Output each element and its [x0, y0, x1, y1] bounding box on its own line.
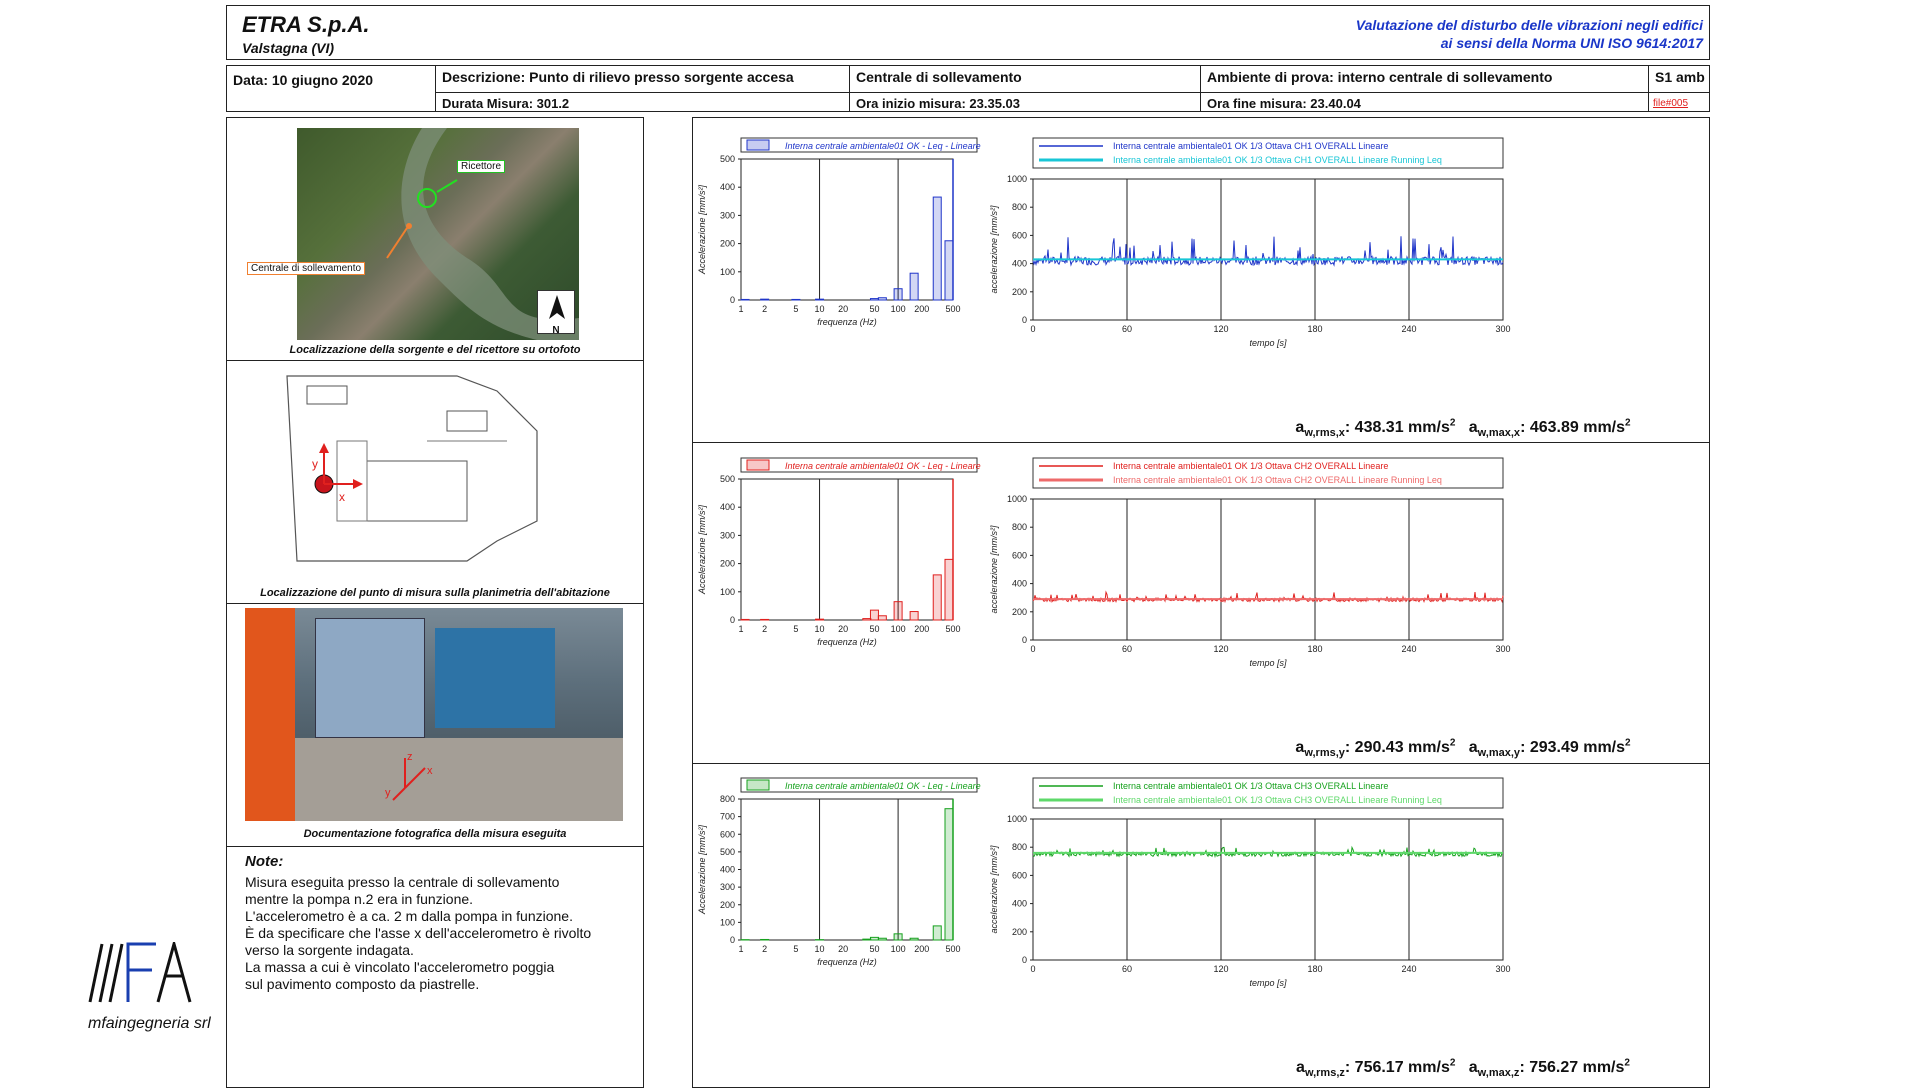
spectrum-x-tick-label: 10 — [815, 624, 825, 634]
floor-plan — [267, 371, 567, 571]
spectrum-y-tick-label: 300 — [720, 210, 735, 220]
logo-mark — [88, 942, 208, 1006]
spectrum-x-tick-label: 100 — [891, 944, 906, 954]
spectrum-x-tick-label: 20 — [838, 944, 848, 954]
timeseries-x-tick-label: 120 — [1213, 964, 1228, 974]
notes-line: La massa a cui è vincolato l'accelerometro poggia — [245, 959, 635, 976]
spectrum-bar — [870, 610, 878, 620]
report-title — [1003, 16, 1703, 52]
spectrum-y-tick-label: 800 — [720, 794, 735, 804]
timeseries-legend-text: Interna centrale ambientale01 OK 1/3 Ottava CH1 OVERALL Lineare — [1113, 141, 1388, 151]
spectrum-plot-area — [741, 799, 953, 940]
spectrum-x-tick-label: 100 — [891, 624, 906, 634]
timeseries-x-tick-label: 0 — [1030, 324, 1035, 334]
timeseries-y-tick-label: 800 — [1012, 202, 1027, 212]
timeseries-x-tick-label: 240 — [1401, 324, 1416, 334]
spectrum-x-tick-label: 10 — [815, 944, 825, 954]
timeseries-x-tick-label: 0 — [1030, 964, 1035, 974]
timeseries-x-tick-label: 60 — [1122, 324, 1132, 334]
timeseries-x-tick-label: 240 — [1401, 964, 1416, 974]
timeseries-y-tick-label: 400 — [1012, 899, 1027, 909]
spectrum-x-tick-label: 2 — [762, 624, 767, 634]
spectrum-bar — [894, 602, 902, 620]
spectrum-x-tick-label: 5 — [793, 944, 798, 954]
plan-axis-y-head — [319, 443, 329, 453]
plan-section — [227, 361, 643, 604]
timeseries-plot-area — [1033, 179, 1503, 320]
plan-axis-x-label: x — [339, 490, 345, 504]
spectrum-y-tick-label: 0 — [730, 615, 735, 625]
timeseries-y-tick-label: 600 — [1012, 550, 1027, 560]
spectrum-bar — [870, 299, 878, 300]
left-panel — [226, 117, 644, 1088]
spectrum-bar — [863, 619, 871, 620]
stat-rms-x: $a_{w,rms,x}$: 438.31 $mm/s^2$ — [1295, 419, 1455, 436]
spectrum-y-tick-label: 0 — [730, 935, 735, 945]
spectrum-bar — [945, 559, 953, 620]
timeseries-x-tick-label: 300 — [1495, 964, 1510, 974]
spectrum-y-tick-label: 500 — [720, 847, 735, 857]
plan-caption: Localizzazione del punto di misura sulla planimetria dell'abitazione — [227, 587, 643, 599]
report-header — [226, 5, 1710, 60]
spectrum-bar — [945, 809, 953, 940]
spectrum-plot-area — [741, 159, 953, 300]
spectrum-x-axis-label: frequenza (Hz) — [817, 317, 877, 327]
spectrum-x-tick-label: 200 — [914, 944, 929, 954]
timeseries-y-tick-label: 1000 — [1007, 174, 1027, 184]
spectrum-x-tick-label: 50 — [869, 304, 879, 314]
source-pointer — [387, 228, 407, 258]
measure-start-time: Ora inizio misura: 23.35.03 — [850, 93, 1200, 112]
timeseries-x-tick-label: 180 — [1307, 964, 1322, 974]
spectrum-bar — [878, 616, 886, 620]
timeseries-y-tick-label: 200 — [1012, 287, 1027, 297]
spectrum-x-tick-label: 20 — [838, 624, 848, 634]
spectrum-x-axis-label: frequenza (Hz) — [817, 957, 877, 967]
info-table — [226, 65, 1710, 112]
timeseries-y-axis-label: accelerazione [mm/s²] — [989, 525, 999, 614]
spectrum-bar — [792, 299, 800, 300]
timeseries-y-tick-label: 200 — [1012, 607, 1027, 617]
spectrum-legend-text: Interna centrale ambientale01 OK - Leq - Lineare — [785, 781, 981, 791]
spectrum-x-tick-label: 5 — [793, 304, 798, 314]
spectrum-y-axis-label: Accelerazione [mm/s²] — [697, 184, 707, 275]
stat-max-x: $a_{w,max,x}$: 463.89 $mm/s^2$ — [1469, 419, 1631, 436]
report-title-line2: ai sensi della Norma UNI ISO 9614:2017 — [1003, 34, 1703, 52]
timeseries-legend-text: Interna centrale ambientale01 OK 1/3 Ottava CH1 OVERALL Lineare Running Leq — [1113, 155, 1442, 165]
notes-line: L'accelerometro è a ca. 2 m dalla pompa in funzione. — [245, 908, 635, 925]
timeseries-y-tick-label: 1000 — [1007, 494, 1027, 504]
company-name: ETRA S.p.A. — [242, 12, 370, 38]
receiver-label: Ricettore — [457, 160, 505, 173]
timeseries-x-axis-label: tempo [s] — [1249, 978, 1287, 988]
measurement-photo — [245, 608, 623, 821]
timeseries-plot-area — [1033, 499, 1503, 640]
spectrum-y-axis-label: Accelerazione [mm/s²] — [697, 824, 707, 915]
timeseries-x-tick-label: 120 — [1213, 324, 1228, 334]
spectrum-legend-text: Interna centrale ambientale01 OK - Leq - Lineare — [785, 141, 981, 151]
orthophoto-map — [297, 128, 579, 340]
photo-axis-y — [393, 788, 405, 800]
photo-axis-z-label: z — [407, 751, 413, 763]
spectrum-x-tick-label: 100 — [891, 304, 906, 314]
spectrum-y-axis-label: Accelerazione [mm/s²] — [697, 504, 707, 595]
timeseries-x-tick-label: 120 — [1213, 644, 1228, 654]
timeseries-x-tick-label: 300 — [1495, 324, 1510, 334]
timeseries-legend-text: Interna centrale ambientale01 OK 1/3 Ottava CH2 OVERALL Lineare — [1113, 461, 1388, 471]
spectrum-y-tick-label: 200 — [720, 900, 735, 910]
spectrum-y-tick-label: 500 — [720, 474, 735, 484]
company-logo — [88, 942, 228, 1042]
spectrum-x-tick-label: 5 — [793, 624, 798, 634]
spectrum-y-tick-label: 400 — [720, 865, 735, 875]
info-col-place — [850, 66, 1201, 111]
timeseries-x-tick-label: 180 — [1307, 324, 1322, 334]
spectrum-x-tick-label: 500 — [945, 304, 960, 314]
notes-line: Misura eseguita presso la centrale di sollevamento — [245, 874, 635, 891]
timeseries-x-axis-label: tempo [s] — [1249, 658, 1287, 668]
spectrum-x-tick-label: 50 — [869, 944, 879, 954]
spectrum-x-tick-label: 50 — [869, 624, 879, 634]
report-title-line1: Valutazione del disturbo delle vibrazioni negli edifici — [1003, 16, 1703, 34]
spectrum-x-tick-label: 200 — [914, 624, 929, 634]
plan-room — [447, 411, 487, 431]
site-location: Valstagna (VI) — [242, 40, 334, 56]
timeseries-x-tick-label: 300 — [1495, 644, 1510, 654]
stat-row-y — [1233, 738, 1693, 760]
spectrum-y-tick-label: 300 — [720, 530, 735, 540]
spectrum-y-tick-label: 0 — [730, 295, 735, 305]
timeseries-y-tick-label: 600 — [1012, 870, 1027, 880]
timeseries-y-tick-label: 0 — [1022, 635, 1027, 645]
spectrum-y-tick-label: 200 — [720, 559, 735, 569]
timeseries-x-tick-label: 240 — [1401, 644, 1416, 654]
spectrum-y-tick-label: 600 — [720, 829, 735, 839]
spectrum-x-tick-label: 2 — [762, 944, 767, 954]
plan-axis-y-label: y — [312, 457, 318, 471]
sheet-code: S1 amb — [1649, 66, 1709, 93]
spectrum-bar — [933, 197, 941, 300]
spectrum-y-tick-label: 300 — [720, 882, 735, 892]
timeseries-y-tick-label: 600 — [1012, 230, 1027, 240]
timeseries-x-tick-label: 0 — [1030, 644, 1035, 654]
plan-wall-block — [337, 441, 367, 521]
timeseries-y-tick-label: 400 — [1012, 259, 1027, 269]
spectrum-bar — [910, 938, 918, 940]
measure-end-time: Ora fine misura: 23.40.04 — [1201, 93, 1648, 112]
north-arrow-icon — [538, 291, 576, 321]
north-label: N — [538, 326, 574, 336]
notes-line: verso la sorgente indagata. — [245, 942, 635, 959]
spectrum-bar — [878, 938, 886, 940]
spectrum-y-tick-label: 100 — [720, 267, 735, 277]
spectrum-x-tick-label: 20 — [838, 304, 848, 314]
spectrum-bar — [741, 299, 749, 300]
charts-panel — [692, 117, 1710, 1088]
spectrum-x-tick-label: 200 — [914, 304, 929, 314]
spectrum-x-axis-label: frequenza (Hz) — [817, 637, 877, 647]
file-link[interactable]: file#005 — [1649, 93, 1709, 114]
timeseries-x-tick-label: 60 — [1122, 964, 1132, 974]
map-section — [227, 118, 643, 361]
spectrum-y-tick-label: 100 — [720, 587, 735, 597]
notes-title: Note: — [245, 853, 635, 870]
spectrum-bar — [894, 934, 902, 940]
timeseries-x-tick-label: 180 — [1307, 644, 1322, 654]
measure-duration: Durata Misura: 301.2 — [436, 93, 849, 112]
info-col-environment — [1201, 66, 1649, 111]
spectrum-x-tick-label: 2 — [762, 304, 767, 314]
notes-section — [245, 853, 635, 993]
spectrum-bar — [910, 273, 918, 300]
spectrum-x-tick-label: 1 — [738, 304, 743, 314]
photo-section — [227, 604, 643, 847]
photo-axis-x — [405, 768, 425, 788]
spectrum-bar — [933, 926, 941, 940]
timeseries-plot-area — [1033, 819, 1503, 960]
photo-pump-unit — [315, 618, 425, 738]
notes-line: mentre la pompa n.2 era in funzione. — [245, 891, 635, 908]
timeseries-y-tick-label: 1000 — [1007, 814, 1027, 824]
timeseries-y-axis-label: accelerazione [mm/s²] — [989, 845, 999, 934]
timeseries-y-tick-label: 200 — [1012, 927, 1027, 937]
spectrum-bar — [878, 298, 886, 300]
spectrum-y-tick-label: 400 — [720, 182, 735, 192]
spectrum-x-tick-label: 500 — [945, 944, 960, 954]
stat-rms-y: $a_{w,rms,y}$: 290.43 $mm/s^2$ — [1295, 739, 1455, 756]
charts-canvas — [693, 118, 1709, 1087]
timeseries-y-axis-label: accelerazione [mm/s²] — [989, 205, 999, 294]
spectrum-bar — [933, 575, 941, 620]
spectrum-bar — [761, 939, 769, 940]
stat-max-y: $a_{w,max,y}$: 293.49 $mm/s^2$ — [1469, 739, 1631, 756]
spectrum-bar — [816, 619, 824, 620]
spectrum-bar — [894, 289, 902, 300]
stat-row-z — [1233, 1058, 1693, 1080]
timeseries-legend-text: Interna centrale ambientale01 OK 1/3 Ottava CH3 OVERALL Lineare — [1113, 781, 1388, 791]
stat-row-x — [1233, 418, 1693, 440]
spectrum-legend-swatch — [747, 460, 769, 470]
map-caption: Localizzazione della sorgente e del ricettore su ortofoto — [227, 344, 643, 356]
spectrum-y-tick-label: 500 — [720, 154, 735, 164]
timeseries-y-tick-label: 0 — [1022, 315, 1027, 325]
photo-axis-x-label: x — [427, 765, 433, 777]
timeseries-x-axis-label: tempo [s] — [1249, 338, 1287, 348]
spectrum-bar — [910, 612, 918, 620]
spectrum-legend-text: Interna centrale ambientale01 OK - Leq - Lineare — [785, 461, 981, 471]
spectrum-x-tick-label: 1 — [738, 944, 743, 954]
spectrum-bar — [761, 299, 769, 300]
spectrum-bar — [870, 937, 878, 940]
stat-rms-z: $a_{w,rms,z}$: 756.17 $mm/s^2$ — [1296, 1059, 1455, 1076]
plan-machinery — [367, 461, 467, 521]
measure-environment: Ambiente di prova: interno centrale di sollevamento — [1201, 66, 1648, 93]
timeseries-x-tick-label: 60 — [1122, 644, 1132, 654]
source-label: Centrale di sollevamento — [247, 262, 365, 275]
timeseries-y-tick-label: 800 — [1012, 842, 1027, 852]
photo-axis-y-label: y — [385, 787, 391, 799]
spectrum-bar — [816, 299, 824, 300]
receiver-pointer — [437, 180, 457, 192]
stat-max-z: $a_{w,max,z}$: 756.27 $mm/s^2$ — [1469, 1059, 1630, 1076]
timeseries-y-tick-label: 0 — [1022, 955, 1027, 965]
spectrum-x-tick-label: 500 — [945, 624, 960, 634]
measure-place: Centrale di sollevamento — [850, 66, 1200, 93]
photo-axes — [385, 748, 465, 808]
notes-line: È da specificare che l'asse x dell'accelerometro è rivolto — [245, 925, 635, 942]
measure-description: Descrizione: Punto di rilievo presso sorgente accesa — [436, 66, 849, 93]
timeseries-legend-text: Interna centrale ambientale01 OK 1/3 Ottava CH3 OVERALL Lineare Running Leq — [1113, 795, 1442, 805]
spectrum-y-tick-label: 200 — [720, 239, 735, 249]
photo-blue-panel — [435, 628, 555, 728]
spectrum-bar — [863, 939, 871, 940]
timeseries-legend-text: Interna centrale ambientale01 OK 1/3 Ottava CH2 OVERALL Lineare Running Leq — [1113, 475, 1442, 485]
measure-date: Data: 10 giugno 2020 — [227, 66, 436, 111]
spectrum-x-tick-label: 1 — [738, 624, 743, 634]
spectrum-bar — [945, 241, 953, 300]
spectrum-y-tick-label: 400 — [720, 502, 735, 512]
logo-text: mfaingegneria srl — [88, 1015, 228, 1033]
info-col-description — [436, 66, 850, 111]
north-arrow — [537, 290, 575, 334]
spectrum-bar — [741, 619, 749, 620]
timeseries-y-tick-label: 800 — [1012, 522, 1027, 532]
spectrum-y-tick-label: 700 — [720, 812, 735, 822]
spectrum-bar — [761, 619, 769, 620]
spectrum-legend-swatch — [747, 140, 769, 150]
spectrum-plot-area — [741, 479, 953, 620]
info-col-code — [1649, 66, 1709, 111]
photo-caption: Documentazione fotografica della misura eseguita — [227, 828, 643, 840]
timeseries-y-tick-label: 400 — [1012, 579, 1027, 589]
plan-room — [307, 386, 347, 404]
plan-axis-x-head — [353, 479, 363, 489]
spectrum-legend-swatch — [747, 780, 769, 790]
photo-orange-door — [245, 608, 295, 821]
notes-line: sul pavimento composto da piastrelle. — [245, 976, 635, 993]
spectrum-x-tick-label: 10 — [815, 304, 825, 314]
spectrum-y-tick-label: 100 — [720, 917, 735, 927]
